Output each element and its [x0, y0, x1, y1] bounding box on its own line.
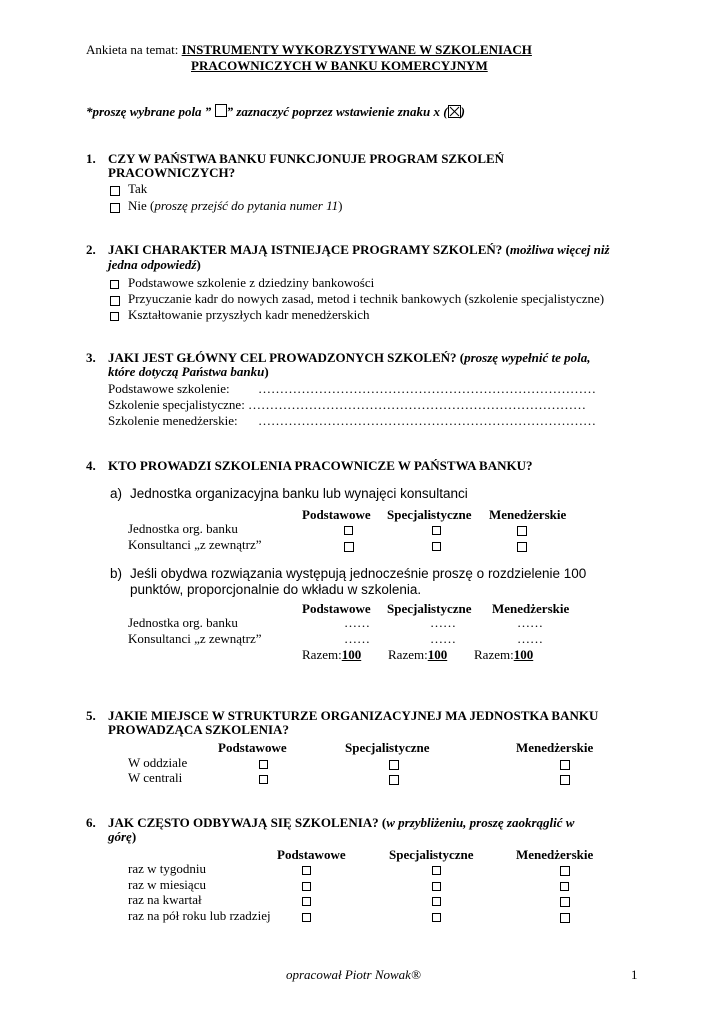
- q4a-text: Jednostka organizacyjna banku lub wynajęci konsultanci: [130, 486, 468, 501]
- q2-text: JAKI CHARAKTER MAJĄ ISTNIEJĄCE PROGRAMY SZKOLEŃ? (: [108, 242, 510, 257]
- q4b-total-specjalistyczne: [388, 647, 447, 663]
- q4b-r1-menedzerskie-input[interactable]: ……: [517, 615, 543, 630]
- footer-author: opracował Piotr Nowak®: [286, 967, 421, 982]
- q2-option-1-checkbox[interactable]: [110, 280, 119, 289]
- q5-col-menedzerskie: Menedżerskie: [516, 740, 594, 755]
- q6-text-italic-2: górę: [108, 829, 132, 844]
- q6-row-4-label: raz na pół roku lub rzadziej: [128, 908, 271, 923]
- q1-text-line-1: CZY W PAŃSTWA BANKU FUNKCJONUJE PROGRAM SZKOLEŃ: [108, 151, 505, 166]
- q1-nie-text: Nie (: [128, 198, 155, 213]
- q3-field-3-label: Szkolenie menedżerskie:: [108, 413, 238, 428]
- q6-r2-podstawowe-checkbox[interactable]: [302, 882, 311, 891]
- q1-option-tak-checkbox[interactable]: [110, 186, 120, 196]
- q5-r1-podstawowe-checkbox[interactable]: [259, 760, 268, 769]
- q4a-row-1-label: Jednostka org. banku: [128, 521, 238, 536]
- crossed-box-icon: [448, 105, 461, 122]
- q4-number: 4.: [86, 458, 96, 473]
- q6-number: 6.: [86, 815, 96, 830]
- q5-r1-specjalistyczne-checkbox[interactable]: [389, 760, 399, 770]
- instruction-part-3: ): [460, 104, 465, 119]
- q5-r2-menedzerskie-checkbox[interactable]: [560, 775, 570, 785]
- q5-row-2-label: W centrali: [128, 770, 183, 785]
- q5-r1-menedzerskie-checkbox[interactable]: [560, 760, 570, 770]
- q3-field-1-input[interactable]: ……………………………………………………………………: [258, 381, 596, 396]
- q6-r1-menedzerskie-checkbox[interactable]: [560, 866, 570, 876]
- q5-r2-specjalistyczne-checkbox[interactable]: [389, 775, 399, 785]
- q6-text-line-2: [108, 829, 136, 845]
- q4a-r1-specjalistyczne-checkbox[interactable]: [432, 526, 441, 535]
- q2-number: 2.: [86, 242, 96, 257]
- instruction: [86, 104, 465, 122]
- q4a-r2-podstawowe-checkbox[interactable]: [344, 542, 354, 552]
- q4a-r2-specjalistyczne-checkbox[interactable]: [432, 542, 441, 551]
- q3-text: JAKI JEST GŁÓWNY CEL PROWADZONYCH SZKOLEŃ? (: [108, 350, 465, 365]
- q4a-r1-menedzerskie-checkbox[interactable]: [517, 526, 527, 536]
- q4b-text-line-1: Jeśli obydwa rozwiązania występują jednocześnie proszę o rozdzielenie 100: [130, 566, 587, 581]
- q1-option-tak-label: Tak: [128, 181, 148, 196]
- q4-text: KTO PROWADZI SZKOLENIA PRACOWNICZE W PAŃSTWA BANKU?: [108, 458, 533, 473]
- empty-box-icon: [215, 104, 227, 117]
- q1-nie-close: ): [338, 198, 343, 213]
- q4a-row-2-label: Konsultanci „z zewnątrz”: [128, 537, 262, 552]
- q6-r1-podstawowe-checkbox[interactable]: [302, 866, 311, 875]
- q6-r2-menedzerskie-checkbox[interactable]: [560, 882, 569, 891]
- q4a-marker: a): [110, 486, 123, 501]
- q6-r3-specjalistyczne-checkbox[interactable]: [432, 897, 441, 906]
- q2-option-3-checkbox[interactable]: [110, 312, 119, 321]
- q2-text-italic-2: jedna odpowiedź: [108, 257, 197, 272]
- q4b-row-1-label: Jednostka org. banku: [128, 615, 238, 630]
- q6-col-menedzerskie: Menedżerskie: [516, 847, 594, 862]
- q5-text-line-1: JAKIE MIEJSCE W STRUKTURZE ORGANIZACYJNEJ MA JEDNOSTKA BANKU: [108, 708, 599, 723]
- q2-text-italic: możliwa więcej niż: [509, 242, 610, 257]
- q4a-col-specjalistyczne: Specjalistyczne: [387, 507, 472, 522]
- q6-col-podstawowe: Podstawowe: [277, 847, 346, 862]
- q4a-r1-podstawowe-checkbox[interactable]: [344, 526, 353, 535]
- q5-col-podstawowe: Podstawowe: [218, 740, 287, 755]
- q6-row-2-label: raz w miesiącu: [128, 877, 206, 892]
- q1-option-nie-label: [128, 198, 343, 214]
- q1-option-nie-checkbox[interactable]: [110, 203, 120, 213]
- page-number: 1: [631, 967, 638, 982]
- q1-text-line-2: PRACOWNICZYCH?: [108, 165, 236, 180]
- q4b-r1-podstawowe-input[interactable]: ……: [344, 615, 370, 630]
- instruction-part-1: *proszę wybrane pola ”: [86, 104, 215, 119]
- q6-row-1-label: raz w tygodniu: [128, 861, 206, 876]
- total-value: 100: [341, 647, 362, 662]
- q3-text-end: ): [264, 364, 269, 379]
- q3-field-1-label: Podstawowe szkolenie:: [108, 381, 230, 396]
- q5-col-specjalistyczne: Specjalistyczne: [345, 740, 430, 755]
- q6-text: JAK CZĘSTO ODBYWAJĄ SIĘ SZKOLENIA? (: [108, 815, 387, 830]
- title-line-1: INSTRUMENTY WYKORZYSTYWANE W SZKOLENIACH: [181, 42, 532, 57]
- title-line-2: PRACOWNICZYCH W BANKU KOMERCYJNYM: [191, 58, 488, 73]
- q5-number: 5.: [86, 708, 96, 723]
- q4b-text-line-2: punktów, proporcjonalnie do wkładu w szkolenia.: [130, 582, 422, 597]
- q4a-col-menedzerskie: Menedżerskie: [489, 507, 567, 522]
- instruction-part-2: ” zaznaczyć poprzez wstawienie znaku x (: [226, 104, 448, 119]
- total-label: Razem:: [302, 647, 342, 662]
- q4b-col-specjalistyczne: Specjalistyczne: [387, 601, 472, 616]
- q2-text-line-2: [108, 257, 201, 273]
- q4b-r2-specjalistyczne-input[interactable]: ……: [430, 631, 456, 646]
- q6-text-italic: w przybliżeniu, proszę zaokrąglić w: [386, 815, 575, 830]
- q4b-r1-specjalistyczne-input[interactable]: ……: [430, 615, 456, 630]
- total-value: 100: [513, 647, 534, 662]
- q3-number: 3.: [86, 350, 96, 365]
- q6-r3-podstawowe-checkbox[interactable]: [302, 897, 311, 906]
- q1-nie-note: proszę przejść do pytania numer 11: [154, 198, 339, 213]
- q2-option-1-label: Podstawowe szkolenie z dziedziny bankowości: [128, 275, 375, 290]
- total-label: Razem:: [388, 647, 428, 662]
- q3-text-line-2: [108, 364, 269, 380]
- q2-text-line-1: [108, 242, 610, 258]
- q6-text-end: ): [131, 829, 137, 844]
- q6-r1-specjalistyczne-checkbox[interactable]: [432, 866, 441, 875]
- q3-field-2-label: Szkolenie specjalistyczne:: [108, 397, 245, 412]
- q5-row-1-label: W oddziale: [128, 755, 188, 770]
- q1-number: 1.: [86, 151, 96, 166]
- q6-r3-menedzerskie-checkbox[interactable]: [560, 897, 570, 907]
- q6-text-line-1: [108, 815, 574, 831]
- q6-r2-specjalistyczne-checkbox[interactable]: [432, 882, 441, 891]
- q3-field-2-input[interactable]: ……………………………………………………………………: [248, 397, 586, 412]
- q4b-row-2-label: Konsultanci „z zewnątrz”: [128, 631, 262, 646]
- q4b-total-menedzerskie: [474, 647, 533, 663]
- q4a-col-podstawowe: Podstawowe: [302, 507, 371, 522]
- q4b-total-podstawowe: [302, 647, 361, 663]
- survey-title: [86, 42, 532, 58]
- q2-option-2-label: Przyuczanie kadr do nowych zasad, metod i technik bankowych (szkolenie specjalistyczne): [128, 291, 605, 306]
- q5-text-line-2: PROWADZĄCA SZKOLENIA?: [108, 722, 289, 737]
- q4b-r2-menedzerskie-input[interactable]: ……: [517, 631, 543, 646]
- q4b-r2-podstawowe-input[interactable]: ……: [344, 631, 370, 646]
- total-label: Razem:: [474, 647, 514, 662]
- q4a-r2-menedzerskie-checkbox[interactable]: [517, 542, 527, 552]
- title-prefix: Ankieta na temat:: [86, 42, 182, 57]
- q3-field-3-input[interactable]: ……………………………………………………………………: [258, 413, 596, 428]
- q4b-marker: b): [110, 566, 123, 581]
- q6-r4-menedzerskie-checkbox[interactable]: [560, 913, 570, 923]
- q2-option-2-checkbox[interactable]: [110, 296, 120, 306]
- q6-col-specjalistyczne: Specjalistyczne: [389, 847, 474, 862]
- q2-text-end: ): [196, 257, 201, 272]
- q3-text-italic: proszę wypełnić te pola,: [464, 350, 591, 365]
- q6-row-3-label: raz na kwartał: [128, 892, 202, 907]
- q6-r4-podstawowe-checkbox[interactable]: [302, 913, 311, 922]
- q6-r4-specjalistyczne-checkbox[interactable]: [432, 913, 441, 922]
- q2-option-3-label: Kształtowanie przyszłych kadr menedżerskich: [128, 307, 370, 322]
- q4b-col-menedzerskie: Menedżerskie: [492, 601, 570, 616]
- q4b-col-podstawowe: Podstawowe: [302, 601, 371, 616]
- q3-text-italic-2: które dotyczą Państwa banku: [108, 364, 265, 379]
- total-value: 100: [427, 647, 448, 662]
- q5-r2-podstawowe-checkbox[interactable]: [259, 775, 268, 784]
